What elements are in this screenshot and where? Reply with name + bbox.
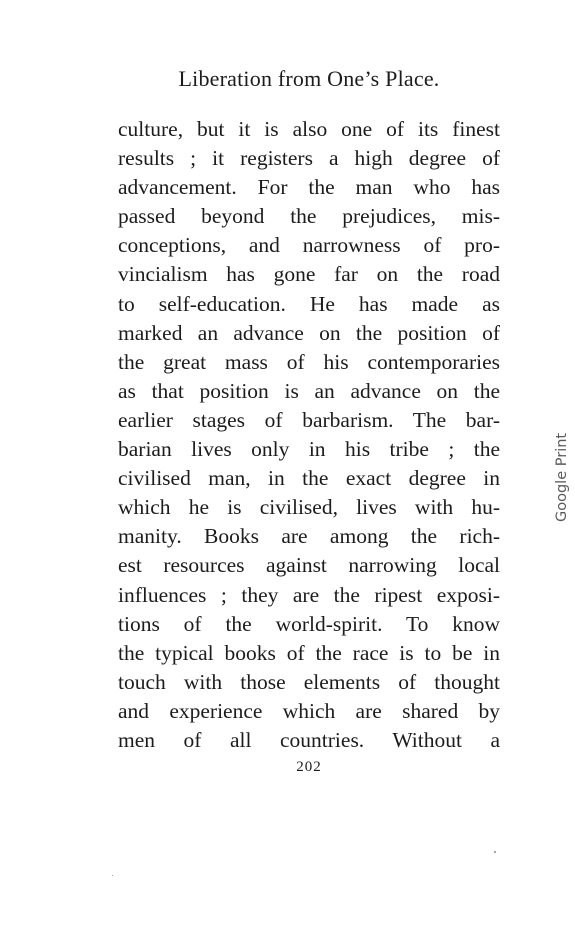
text-line: civilised man, in the exact degree in xyxy=(118,466,500,491)
text-line: influences ; they are the ripest exposi- xyxy=(118,582,500,607)
text-line: barian lives only in his tribe ; the xyxy=(118,437,500,462)
text-line: culture, but it is also one of its finest xyxy=(118,117,500,141)
text-line: to self-education. He has made as xyxy=(118,291,500,316)
text-line: manity. Books are among the rich- xyxy=(118,524,500,549)
text-line: tions of the world-spirit. To know xyxy=(118,611,500,636)
scan-speck xyxy=(112,875,113,876)
text-line: touch with those elements of thought xyxy=(118,669,500,694)
text-line: conceptions, and narrowness of pro- xyxy=(118,233,500,258)
watermark-text: Google Print xyxy=(554,432,570,522)
text-line: results ; it registers a high degree of xyxy=(118,146,500,171)
text-line: earlier stages of barbarism. The bar- xyxy=(118,407,500,432)
google-print-watermark xyxy=(552,424,575,524)
text-line: est resources against narrowing local xyxy=(118,553,500,578)
text-line: and experience which are shared by xyxy=(118,698,500,723)
text-line: the typical books of the race is to be in xyxy=(118,640,500,665)
text-line: vincialism has gone far on the road xyxy=(118,262,500,287)
text-line: passed beyond the prejudices, mis- xyxy=(118,204,500,229)
page-number: 202 xyxy=(296,759,322,775)
text-line: advancement. For the man who has xyxy=(118,175,500,200)
body-text xyxy=(118,115,500,755)
text-line: the great mass of his contemporaries xyxy=(118,349,500,374)
text-line: which he is civilised, lives with hu- xyxy=(118,495,500,520)
scan-speck xyxy=(494,851,496,853)
text-line: as that position is an advance on the xyxy=(118,378,500,403)
text-line: marked an advance on the position of xyxy=(118,320,500,345)
text-line: men of all countries. Without a xyxy=(118,727,500,752)
running-head: Liberation from One’s Place. xyxy=(178,66,440,91)
